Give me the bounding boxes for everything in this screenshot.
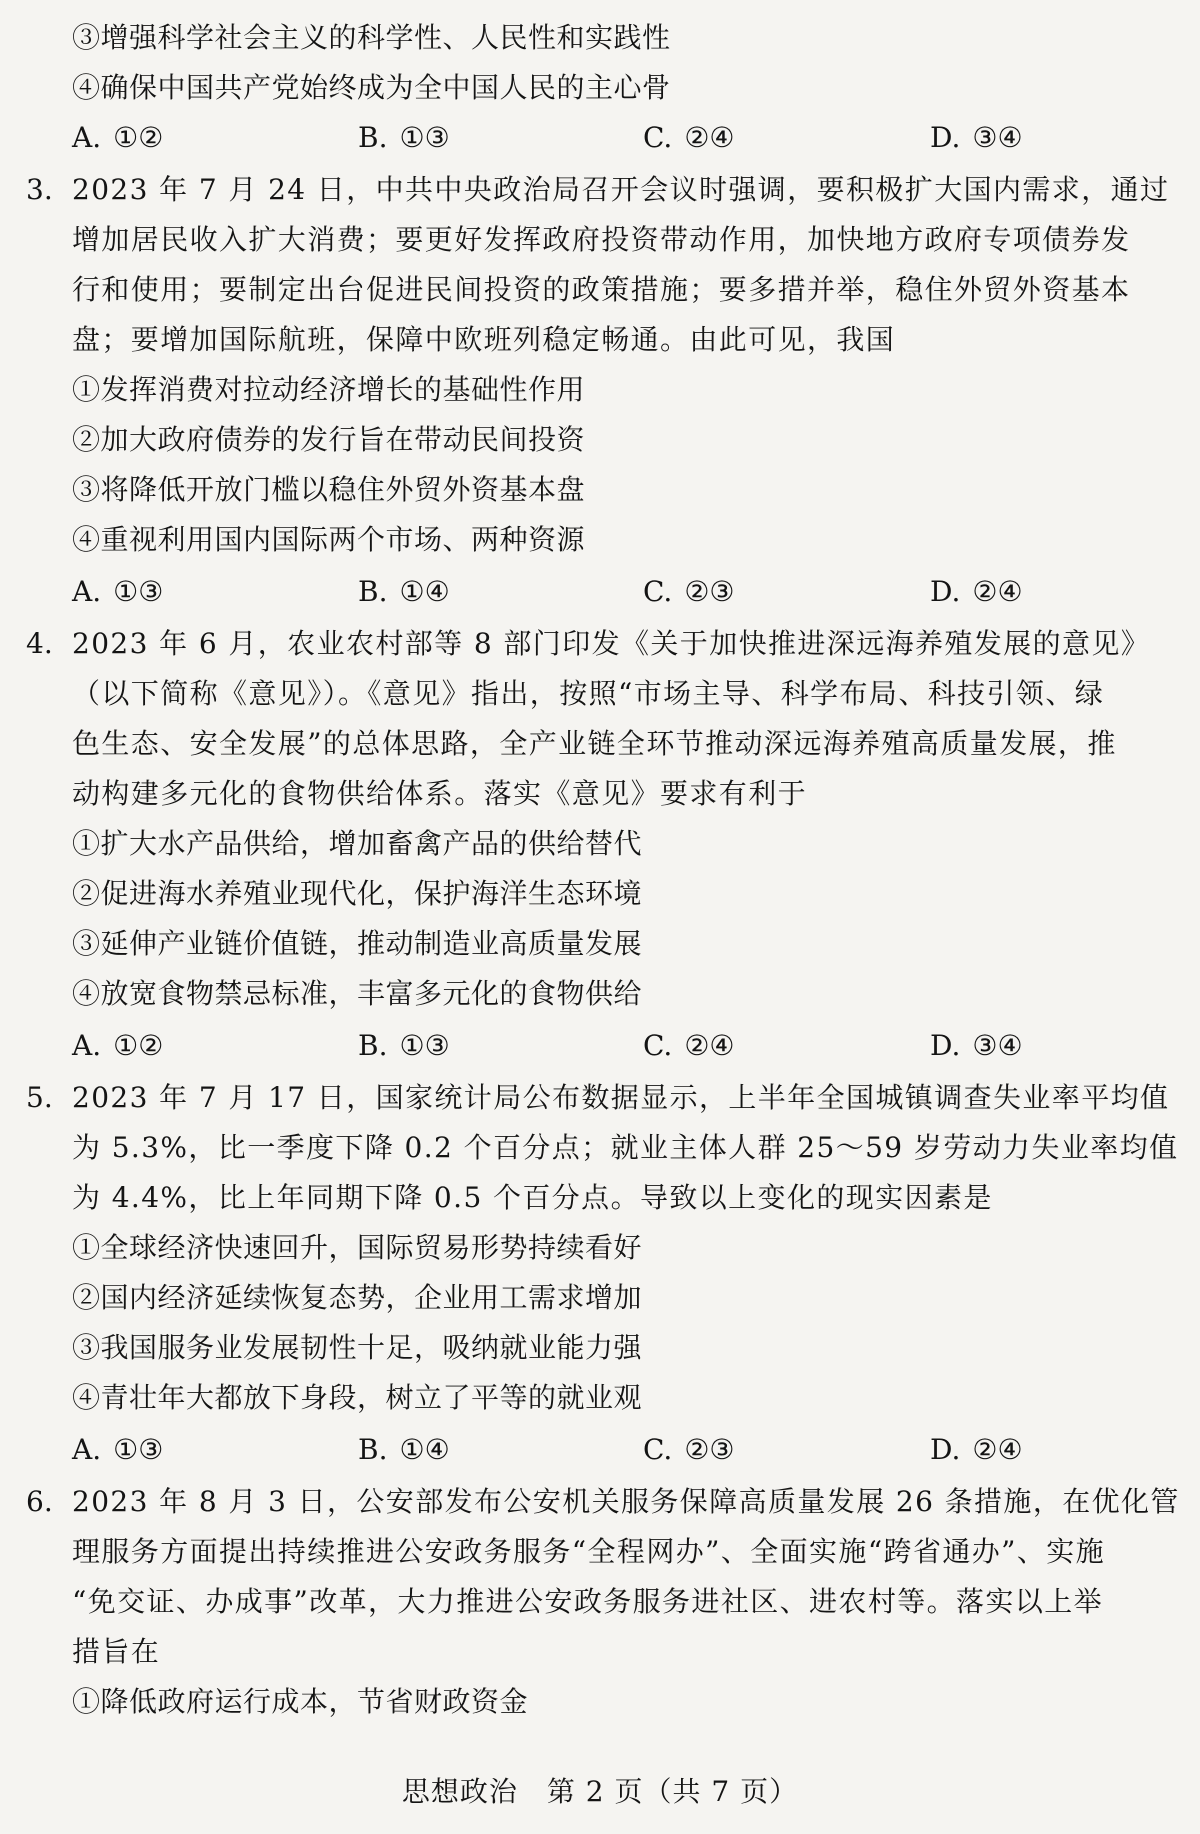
q5-option-2: ②国内经济延续恢复态势，企业用工需求增加	[72, 1281, 643, 1314]
q2-choice-b: B. ①③	[358, 121, 450, 154]
page-footer: 思想政治 第 2 页（共 7 页）	[401, 1775, 799, 1808]
q4-option-2: ②促进海水养殖业现代化，保护海洋生态环境	[72, 877, 643, 910]
q5-choice-a: A. ①③	[72, 1433, 164, 1466]
q2-option-3: ③增强科学社会主义的科学性、人民性和实践性	[72, 21, 671, 54]
q2-option-4: ④确保中国共产党始终成为全中国人民的主心骨	[72, 71, 671, 104]
q6-stem-line-4: 措旨在	[72, 1635, 161, 1668]
q5-option-3: ③我国服务业发展韧性十足，吸纳就业能力强	[72, 1331, 643, 1364]
q3-stem-line-2: 增加居民收入扩大消费；要更好发挥政府投资带动作用，加快地方政府专项债券发	[72, 223, 1131, 256]
q6-stem-line-3: “免交证、办成事”改革，大力推进公安政务服务进社区、进农村等。落实以上举	[72, 1585, 1104, 1618]
q5-number: 5.	[26, 1081, 53, 1114]
q5-option-1: ①全球经济快速回升，国际贸易形势持续看好	[72, 1231, 643, 1264]
q4-choice-b: B. ①③	[358, 1029, 450, 1062]
q2-choice-a: A. ①②	[72, 121, 164, 154]
q5-stem-line-2: 为 5.3%，比一季度下降 0.2 个百分点；就业主体人群 25～59 岁劳动力失业率均值	[72, 1131, 1179, 1164]
q3-choice-b: B. ①④	[358, 575, 450, 608]
q4-choice-a: A. ①②	[72, 1029, 164, 1062]
q3-choices	[0, 572, 1200, 612]
q4-choices	[0, 1026, 1200, 1066]
q6-stem-line-2: 理服务方面提出持续推进公安政务服务“全程网办”、全面实施“跨省通办”、实施	[72, 1535, 1106, 1568]
q5-stem-line-1: 2023 年 7 月 17 日，国家统计局公布数据显示，上半年全国城镇调查失业率平均值	[72, 1081, 1170, 1114]
q4-stem-line-2: （以下简称《意见》）。《意见》指出，按照“市场主导、科学布局、科技引领、绿	[72, 677, 1105, 710]
q6-number: 6.	[26, 1485, 53, 1518]
q5-stem-line-3: 为 4.4%，比上年同期下降 0.5 个百分点。导致以上变化的现实因素是	[72, 1181, 993, 1214]
q4-choice-c: C. ②④	[643, 1029, 735, 1062]
q5-choice-b: B. ①④	[358, 1433, 450, 1466]
q3-option-3: ③将降低开放门槛以稳住外贸外资基本盘	[72, 473, 586, 506]
q4-option-4: ④放宽食物禁忌标准，丰富多元化的食物供给	[72, 977, 643, 1010]
q3-choice-d: D. ②④	[930, 575, 1023, 608]
q4-option-1: ①扩大水产品供给，增加畜禽产品的供给替代	[72, 827, 643, 860]
q4-stem-line-1: 2023 年 6 月，农业农村部等 8 部门印发《关于加快推进深远海养殖发展的意见》	[72, 627, 1151, 660]
q5-choices	[0, 1430, 1200, 1470]
q3-number: 3.	[26, 173, 53, 206]
q3-option-2: ②加大政府债券的发行旨在带动民间投资	[72, 423, 586, 456]
q3-option-1: ①发挥消费对拉动经济增长的基础性作用	[72, 373, 586, 406]
q3-choice-a: A. ①③	[72, 575, 164, 608]
q2-choices	[0, 118, 1200, 158]
q3-option-4: ④重视利用国内国际两个市场、两种资源	[72, 523, 586, 556]
q6-stem-line-1: 2023 年 8 月 3 日，公安部发布公安机关服务保障高质量发展 26 条措施，在优化管	[72, 1485, 1180, 1518]
q5-choice-d: D. ②④	[930, 1433, 1023, 1466]
q3-choice-c: C. ②③	[643, 575, 735, 608]
q4-choice-d: D. ③④	[930, 1029, 1023, 1062]
q3-stem-line-1: 2023 年 7 月 24 日，中共中央政治局召开会议时强调，要积极扩大国内需求，通过	[72, 173, 1170, 206]
q2-choice-c: C. ②④	[643, 121, 735, 154]
q4-number: 4.	[26, 627, 53, 660]
q4-stem-line-3: 色生态、安全发展”的总体思路，全产业链全环节推动深远海养殖高质量发展，推	[72, 727, 1117, 760]
q3-stem-line-3: 行和使用；要制定出台促进民间投资的政策措施；要多措并举，稳住外贸外资基本	[72, 273, 1131, 306]
q5-option-4: ④青壮年大都放下身段，树立了平等的就业观	[72, 1381, 643, 1414]
q2-choice-d: D. ③④	[930, 121, 1023, 154]
q5-choice-c: C. ②③	[643, 1433, 735, 1466]
q4-stem-line-4: 动构建多元化的食物供给体系。落实《意见》要求有利于	[72, 777, 808, 810]
q3-stem-line-4: 盘；要增加国际航班，保障中欧班列稳定畅通。由此可见，我国	[72, 323, 896, 356]
q6-option-1: ①降低政府运行成本，节省财政资金	[72, 1685, 529, 1718]
q4-option-3: ③延伸产业链价值链，推动制造业高质量发展	[72, 927, 643, 960]
